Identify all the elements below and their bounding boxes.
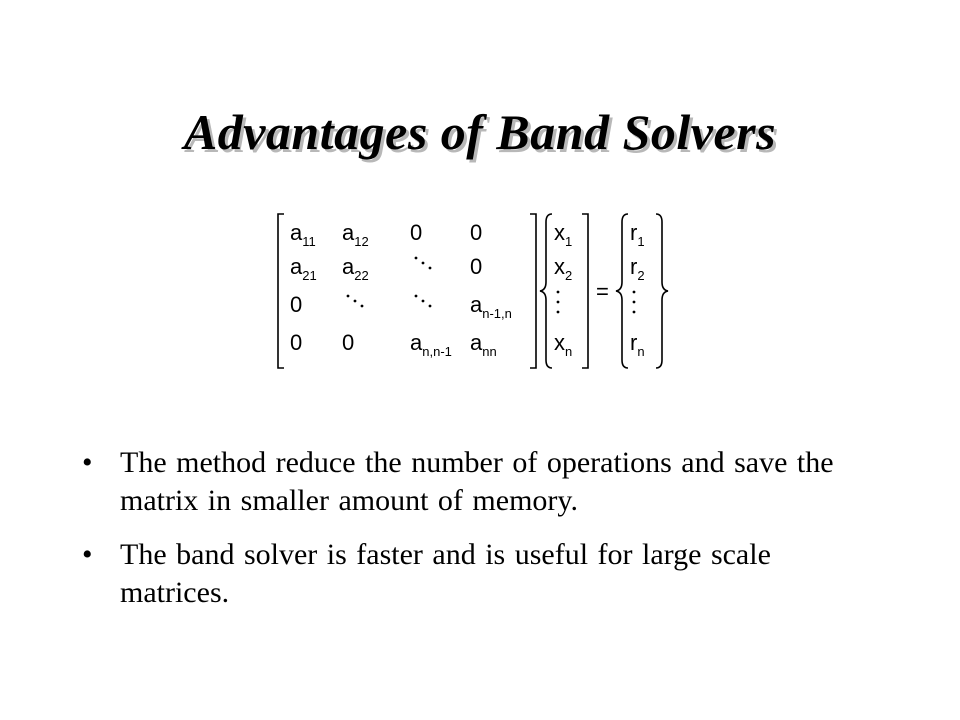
matrix-entry-base: a [410,330,423,355]
r-vector-entry [630,220,645,249]
matrix-entry-base: a [290,220,303,245]
matrix-entry-base: 0 [290,292,303,317]
x-vector-entry [557,291,560,314]
matrix-entry-subscript: n-1,n [482,306,512,321]
matrix-entry-base: 0 [410,220,423,245]
matrix-entry [415,295,432,308]
matrix-entry [470,254,482,279]
x-vector-entry [554,254,572,283]
matrix-entry-base: a [470,330,483,355]
band-matrix-equation [270,208,670,374]
bullet-text: The method reduce the number of operations and save the matrix in smaller amount of memory. [120,446,834,517]
r-vector-entry-base: r [630,330,638,355]
x-vector-right-bracket [582,214,588,368]
x-vector-entry [554,330,572,359]
bullet-list [82,444,882,628]
bullet-item [82,536,882,612]
matrix-entry-subscript: 11 [302,234,316,249]
matrix-entry-base: 0 [342,330,355,355]
matrix-entry-subscript: nn [482,344,497,359]
matrix-entry [290,330,302,355]
matrix-entry [410,330,452,359]
matrix-entry-base: 0 [470,220,483,245]
matrix-entry-base: a [342,220,355,245]
bullet-dot-icon: • [82,446,93,479]
x-vector-entry-base: x [554,254,565,279]
matrix-left-bracket [278,214,284,368]
r-vector-entry [630,330,645,359]
slide-title: Advantages of Band Solvers [183,104,777,160]
x-vector-entry-base: x [554,220,565,245]
equation-figure [270,208,670,374]
matrix-entry-base: 0 [290,330,303,355]
x-vector-entry-base: x [554,330,565,355]
matrix-entry [342,220,369,249]
matrix-entry-base: a [470,292,483,317]
matrix-entry-base: 0 [470,254,483,279]
x-vector-entry-subscript: 1 [565,234,573,249]
bullet-dot-icon: • [82,538,93,571]
r-vector-entry [630,254,645,283]
matrix-entry-base: a [342,254,355,279]
r-vector-entry-base: r [630,220,638,245]
r-vector-entry [633,291,636,314]
r-vector-right-brace [656,214,668,368]
bullet-item [82,444,882,520]
x-vector-entry-subscript: 2 [565,268,573,283]
r-vector-left-brace [616,214,628,368]
matrix-entry-subscript: n,n-1 [422,344,452,359]
matrix-entry-subscript: 12 [354,234,369,249]
r-vector-entry-subscript: n [637,344,645,359]
x-vector-entry [554,220,572,249]
r-vector-entry-base: r [630,254,638,279]
matrix-entry [347,295,364,308]
matrix-entry [470,292,512,321]
x-vector-left-brace [540,214,552,368]
x-vector-entry-subscript: n [565,344,573,359]
matrix-entry-subscript: 21 [302,268,317,283]
matrix-entry [470,330,497,359]
matrix-entry [342,254,369,283]
matrix-entry [415,257,432,270]
matrix-entry [342,330,354,355]
matrix-entry-base: a [290,254,303,279]
matrix-entry [470,220,482,245]
matrix-entry [410,220,422,245]
matrix-entry [290,254,317,283]
r-vector-entry-subscript: 2 [637,268,645,283]
matrix-entry [290,292,302,317]
bullet-text: The band solver is faster and is useful for large scale matrices. [120,538,771,609]
matrix-right-bracket [530,214,536,368]
r-vector-entry-subscript: 1 [637,234,645,249]
equals-sign: = [596,279,609,304]
matrix-entry-subscript: 22 [354,268,369,283]
matrix-entry [290,220,316,249]
